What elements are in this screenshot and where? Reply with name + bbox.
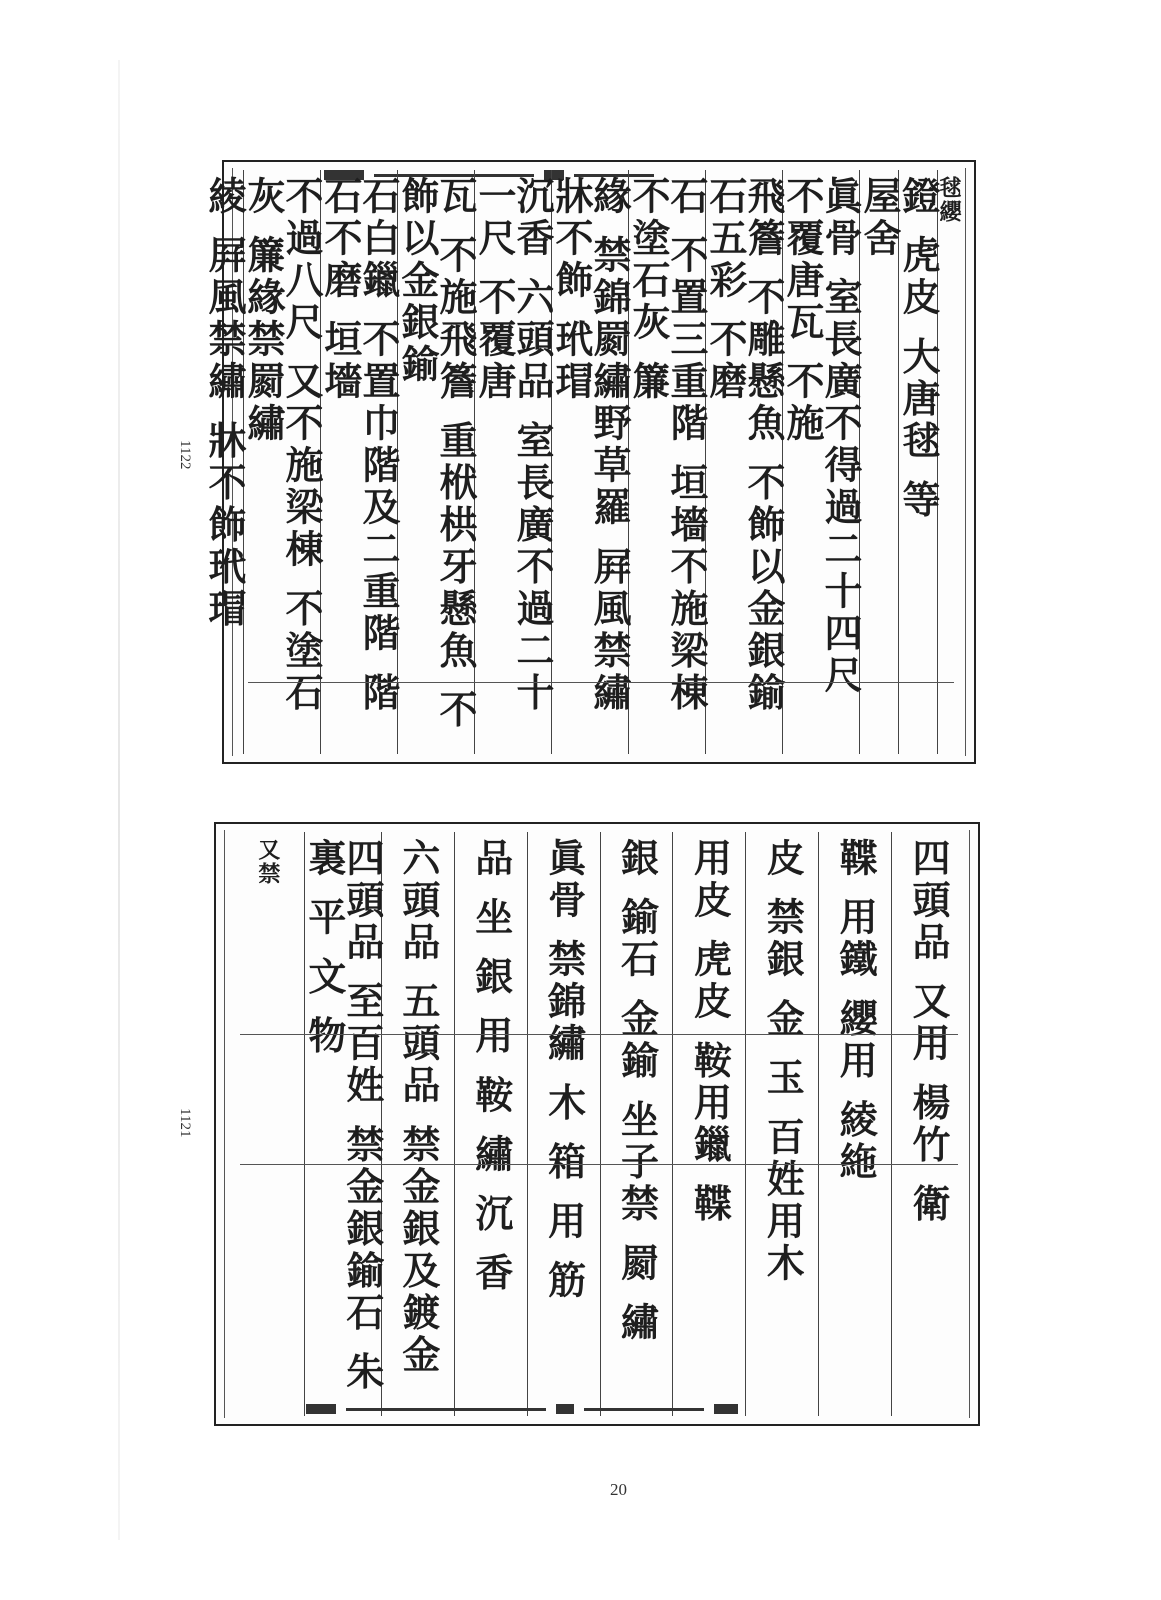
bottom-columns — [232, 832, 964, 1416]
column-text: 眞骨 禁錦繡 木 箱 用 筋 — [541, 838, 587, 1303]
column — [232, 832, 304, 1416]
page-number-bottom: 1121 — [177, 1108, 193, 1138]
column-text: 又禁 — [254, 838, 281, 886]
column-text: 四頭品 至百姓 禁金銀鍮石 朱 裏 平 文 物 — [301, 838, 385, 1394]
column-text: 鐙 虎皮 大唐毬 等 — [896, 176, 941, 522]
column — [896, 170, 941, 754]
column-text: 瓦 不施飛簷 重栿栱牙懸魚 不飾以金銀鍮 — [395, 176, 478, 732]
page-number-top: 1122 — [177, 440, 193, 470]
column — [301, 832, 385, 1416]
column-text: 皮 禁銀 金 玉 百姓用木 — [760, 838, 806, 1285]
page-edge — [118, 60, 120, 1540]
column — [626, 170, 709, 754]
divider-line — [240, 1034, 958, 1035]
column — [672, 832, 745, 1416]
column — [381, 832, 454, 1416]
column-text: 四頭品 又用 楊竹 衛 — [906, 838, 952, 1226]
column — [527, 832, 600, 1416]
column — [549, 170, 632, 754]
column-text: 綾 屛風禁繡 牀不飾玳瑁 — [202, 176, 247, 631]
column — [600, 832, 673, 1416]
column — [395, 170, 478, 754]
column-text: 銀 鍮石 金鍮 坐子禁 罽 繡 — [614, 838, 660, 1345]
column-text: 毬纓 — [936, 176, 962, 224]
column-text: 六頭品 五頭品 禁金銀及鍍金 — [395, 838, 441, 1377]
column-text: 飛簷 不雕懸魚 不飾以金銀鍮石五彩 不磨 — [703, 176, 786, 715]
divider-line — [248, 682, 954, 683]
top-columns — [202, 170, 962, 754]
bottom-text-plate — [214, 822, 980, 1426]
top-text-plate — [202, 160, 976, 764]
column-text: 沉香 六頭品 室長廣不過二十一尺 不覆唐 — [472, 176, 555, 715]
column — [318, 170, 401, 754]
column-text: 屋舍 — [857, 176, 902, 260]
column — [857, 170, 902, 754]
column-text: 石 不置三重階 垣墻不施梁棟 不塗石灰 簾 — [626, 176, 709, 715]
column — [703, 170, 786, 754]
column-text: 不過八尺 又不施梁棟 不塗石灰 簾緣禁罽繡 — [241, 176, 324, 715]
column — [472, 170, 555, 754]
column-text: 緣 禁錦罽繡野草羅 屛風禁繡 牀不飾 玳瑁 — [549, 176, 632, 715]
divider-line — [240, 1164, 958, 1165]
page-footer-number: 20 — [610, 1480, 627, 1499]
column — [780, 170, 863, 754]
column — [202, 170, 247, 754]
column — [818, 832, 891, 1416]
bottom-ink-border — [306, 1402, 738, 1416]
column-text: 眞骨 室長廣不得過二十四尺 不覆唐瓦 不施 — [780, 176, 863, 698]
column-text: 品 坐 銀 用 鞍 繡 沉 香 — [468, 838, 514, 1295]
column — [454, 832, 527, 1416]
column-text: 用皮 虎皮 鞍用鑞 鞢 — [687, 838, 733, 1226]
column — [241, 170, 324, 754]
column-text: 石白鑞 不置巾階及二重階 階石不磨 垣墻 — [318, 176, 401, 715]
column — [745, 832, 818, 1416]
column-text: 鞢 用鐵 纓用 綾絁 — [833, 838, 879, 1184]
column — [891, 832, 964, 1416]
